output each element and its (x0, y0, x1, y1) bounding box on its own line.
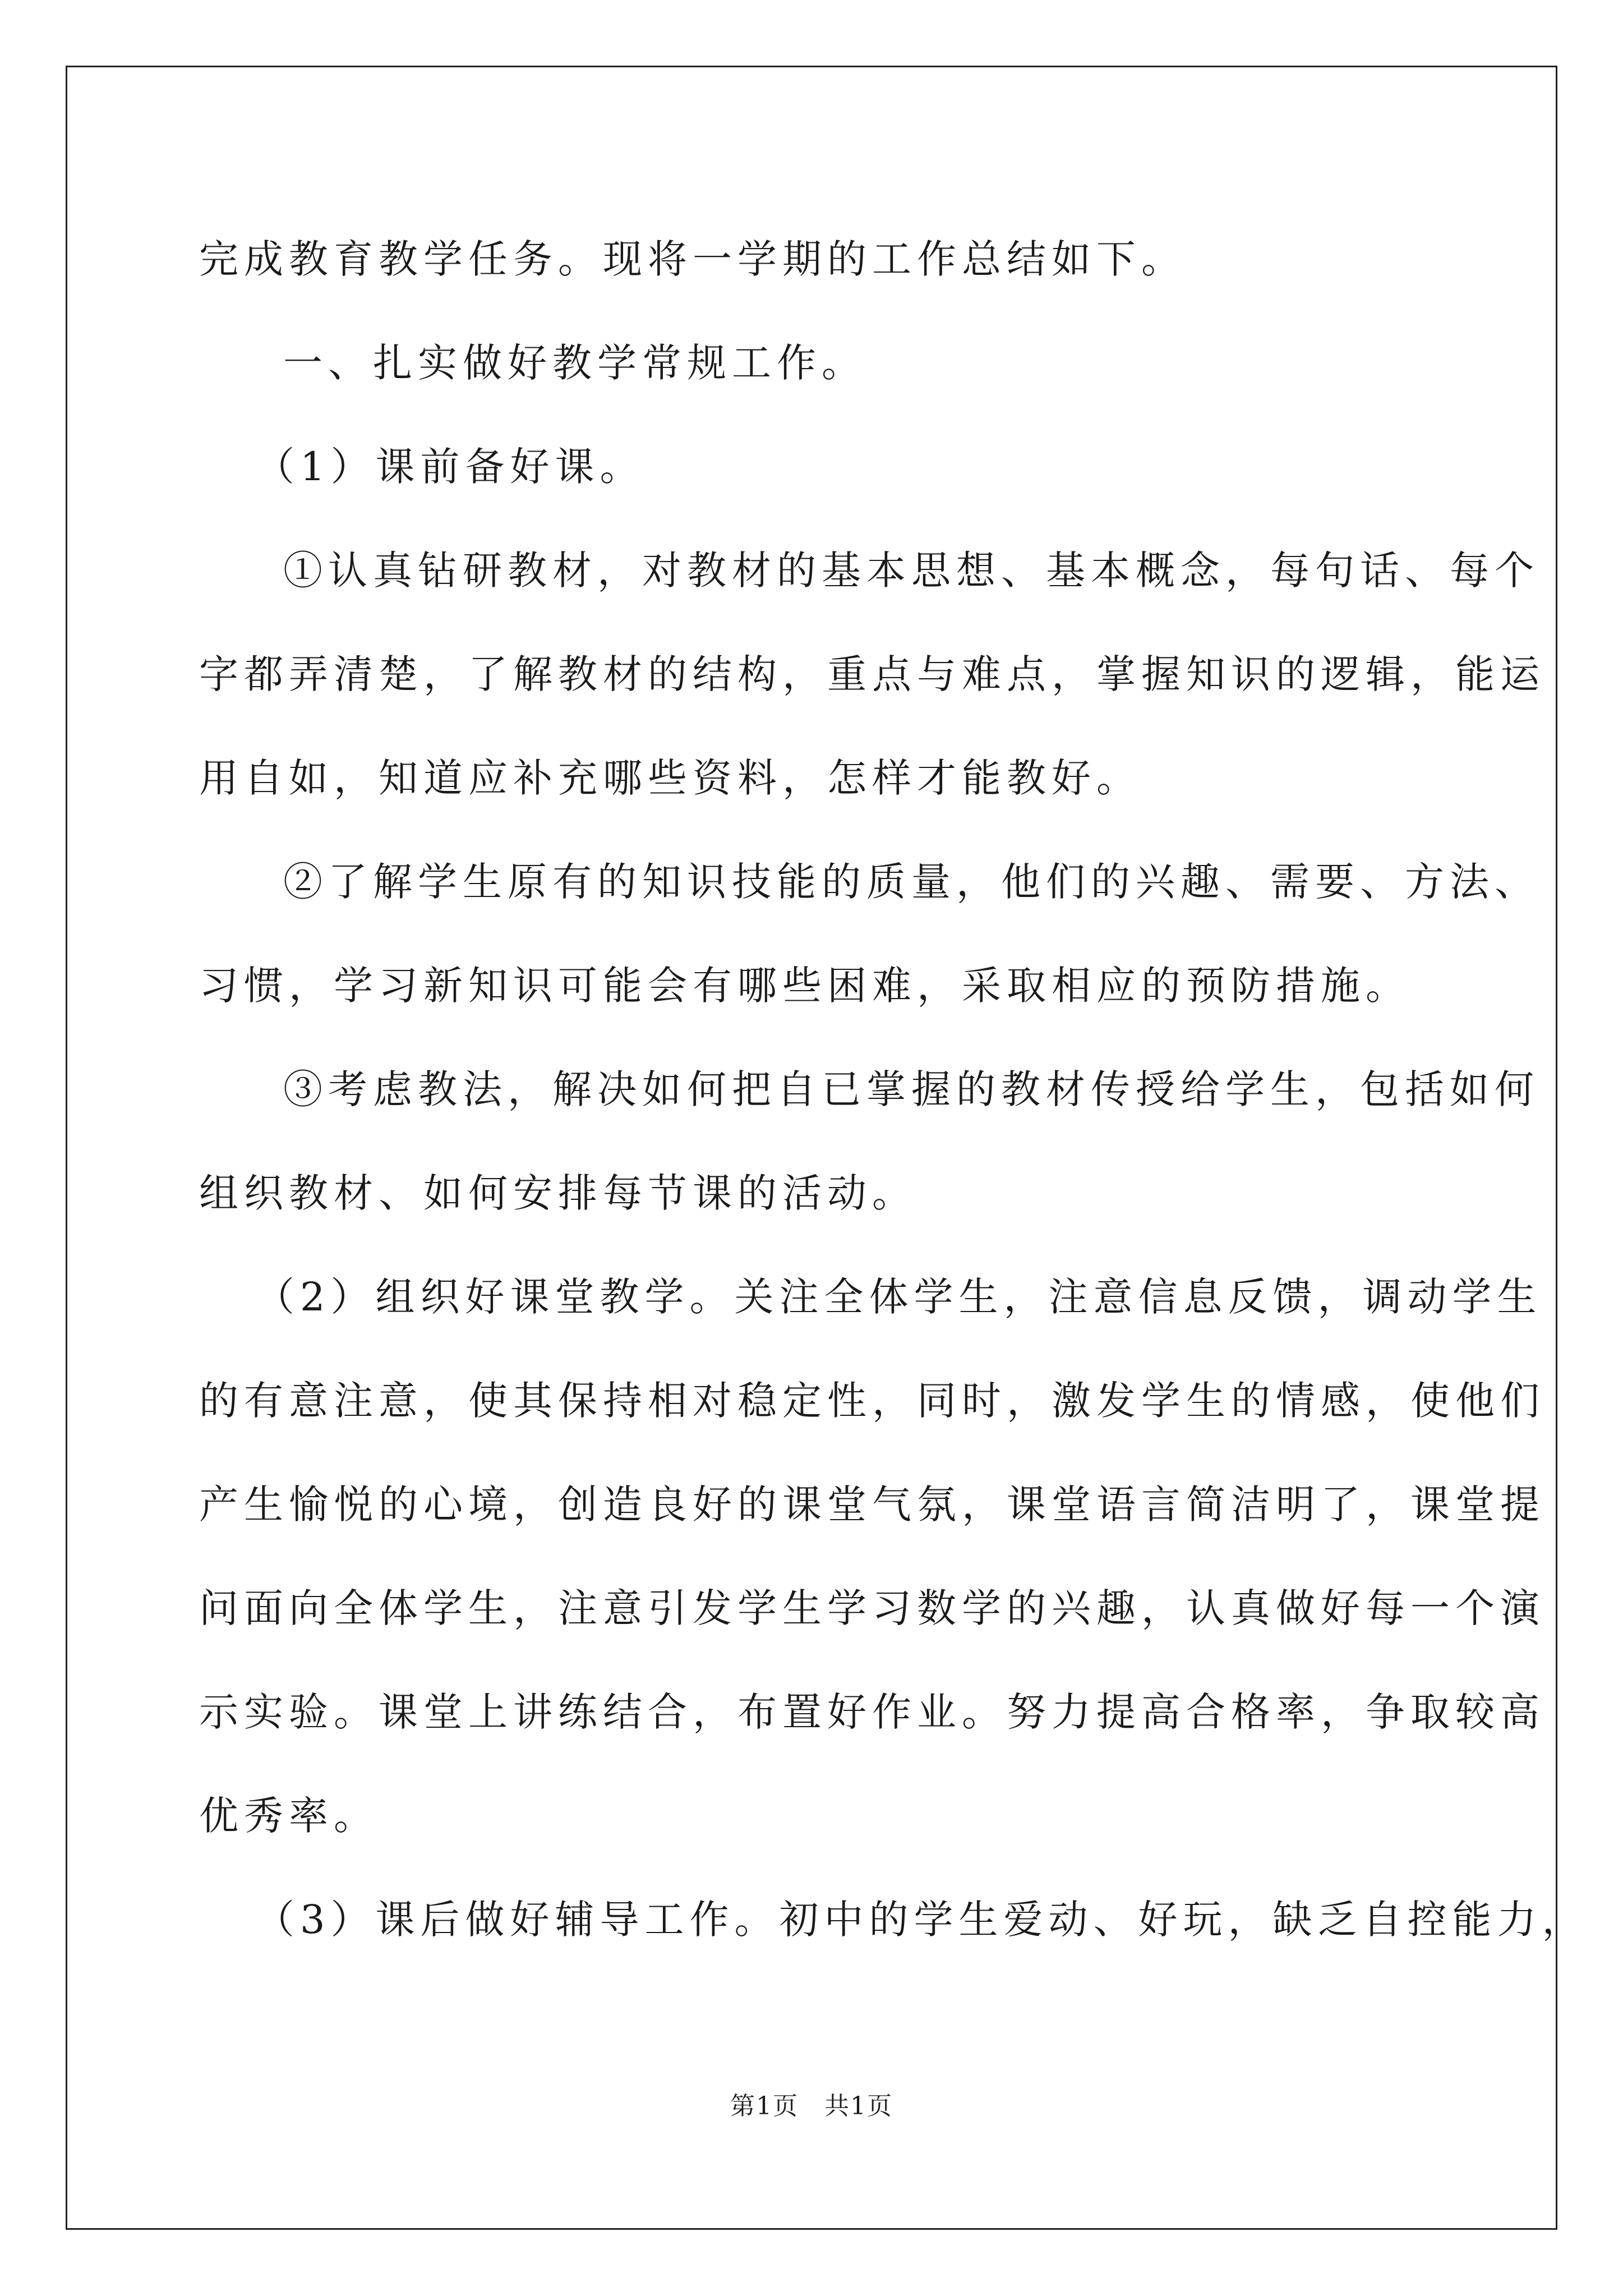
paragraph-line: （2）组织好课堂教学。关注全体学生，注意信息反馈，调动学生 (255, 1274, 1542, 1320)
paragraph-line: ①认真钻研教材，对教材的基本思想、基本概念，每句话、每个 (283, 547, 1539, 593)
paragraph-line: （3）课后做好辅导工作。初中的学生爱动、好玩，缺乏自控能力， (255, 1897, 1587, 1943)
paragraph-line: 问面向全体学生，注意引发学生学习数学的兴趣，认真做好每一个演 (199, 1585, 1545, 1631)
subsection-heading: （1）课前备好课。 (255, 444, 645, 490)
paragraph-line: 优秀率。 (199, 1793, 379, 1839)
paragraph-line: 组织教材、如何安排每节课的活动。 (199, 1170, 917, 1216)
document-body (199, 208, 1587, 1972)
section-heading: 一、扎实做好教学常规工作。 (283, 340, 866, 386)
paragraph-line: 字都弄清楚，了解教材的结构，重点与难点，掌握知识的逻辑，能运 (199, 651, 1545, 697)
paragraph-line: 产生愉悦的心境，创造良好的课堂气氛，课堂语言简洁明了，课堂提 (199, 1481, 1545, 1527)
paragraph-line: 习惯，学习新知识可能会有哪些困难，采取相应的预防措施。 (199, 963, 1410, 1009)
paragraph-line: 完成教育教学任务。现将一学期的工作总结如下。 (199, 236, 1186, 282)
paragraph-line: ③考虑教法，解决如何把自已掌握的教材传授给学生，包括如何 (283, 1066, 1539, 1112)
paragraph-line: 的有意注意，使其保持相对稳定性，同时，激发学生的情感，使他们 (199, 1378, 1545, 1424)
paragraph-line: ②了解学生原有的知识技能的质量，他们的兴趣、需要、方法、 (283, 859, 1539, 905)
paragraph-line: 示实验。课堂上讲练结合，布置好作业。努力提高合格率，争取较高 (199, 1689, 1545, 1735)
page-footer: 第1页 共1页 (730, 2092, 893, 2120)
paragraph-line: 用自如，知道应补充哪些资料，怎样才能教好。 (199, 755, 1141, 801)
